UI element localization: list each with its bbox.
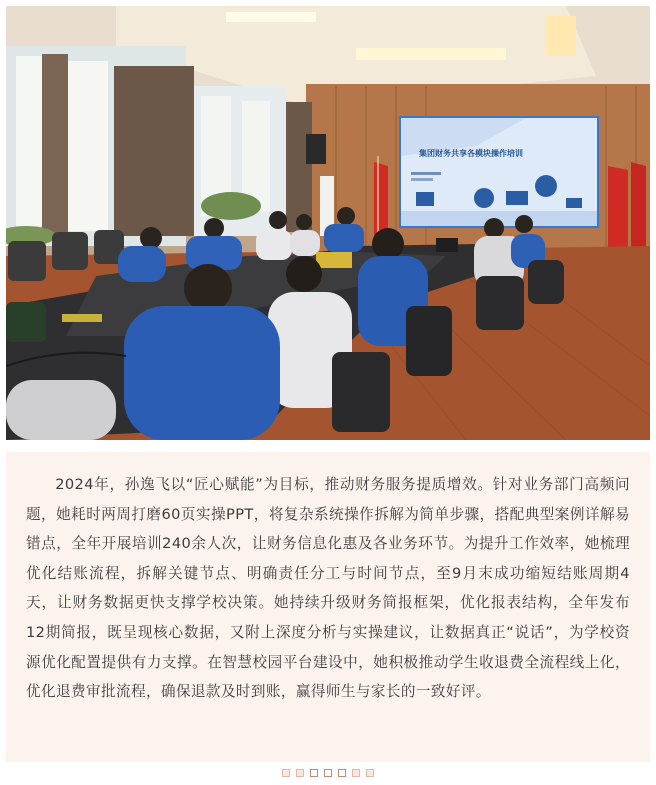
- ceiling-light: [356, 48, 506, 60]
- laptop: [436, 238, 458, 252]
- chair: [332, 352, 390, 432]
- globe-icon: [535, 175, 557, 197]
- decorative-dots: [0, 769, 656, 779]
- screen-title: 集团财务共享各模块操作培训: [419, 149, 523, 158]
- dot-ornament: [282, 769, 290, 777]
- desk-device: [316, 252, 352, 268]
- dot-ornament: [310, 769, 318, 777]
- person-body: [6, 380, 116, 440]
- chair: [476, 276, 524, 330]
- person-head: [184, 264, 232, 312]
- dot-ornament: [296, 769, 304, 777]
- person-head: [286, 256, 322, 292]
- chair: [528, 260, 564, 304]
- screen-subtitle: [411, 178, 433, 181]
- globe-icon: [474, 188, 494, 208]
- ceiling-light: [546, 16, 576, 56]
- curtain: [286, 102, 312, 232]
- dot-ornament: [352, 769, 360, 777]
- dot-ornament: [324, 769, 332, 777]
- chair: [52, 232, 88, 270]
- dot-ornament: [366, 769, 374, 777]
- curtain: [114, 66, 194, 236]
- photo-illustration: [6, 6, 650, 440]
- window-pane: [16, 56, 46, 226]
- flag: [374, 162, 388, 236]
- article-card: [6, 452, 650, 762]
- tree: [201, 192, 261, 220]
- dot-ornament: [338, 769, 346, 777]
- person-head: [372, 228, 404, 260]
- meeting-photo: [6, 6, 650, 440]
- screen-subtitle: [411, 172, 441, 175]
- calculator-icon: [566, 198, 582, 208]
- article-paragraph: 2024年，孙逸飞以“匠心赋能”为目标，推动财务服务提质增效。针对业务部门高频问题，她耗时两周打磨60页实操PPT，将复杂系统操作拆解为简单步骤，搭配典型案例详解易错点，全年开展培训240余人次，让财务信息化惠及各业务环节。为提升工作效率，她梳理优化结账流程，拆解关键节点、明确责任分工与时间节点，至9月末成功缩短结账周期4天，让财务数据更快支撑学校决策。她持续升级财务简报框架，优化报表结构，全年发布12期简报，既呈现核心数据，又附上深度分析与实操建议，让数据真正“说话”，为学校资源优化配置提供有力支撑。在智慧校园平台建设中，她积极推动学生收退费全流程线上化，优化退费审批流程，确保退款及时到账，赢得师生与家长的一致好评。: [26, 476, 630, 701]
- person-body: [118, 246, 166, 282]
- curtain: [42, 54, 68, 234]
- window-pane: [68, 61, 108, 231]
- document-icon: [416, 192, 434, 206]
- person-body: [124, 306, 280, 440]
- chair: [406, 306, 452, 376]
- ceiling-light: [226, 12, 316, 22]
- chart-icon: [506, 191, 528, 205]
- person-head: [140, 227, 162, 249]
- chair: [8, 241, 46, 281]
- desk-device: [6, 302, 46, 342]
- speaker: [306, 134, 326, 164]
